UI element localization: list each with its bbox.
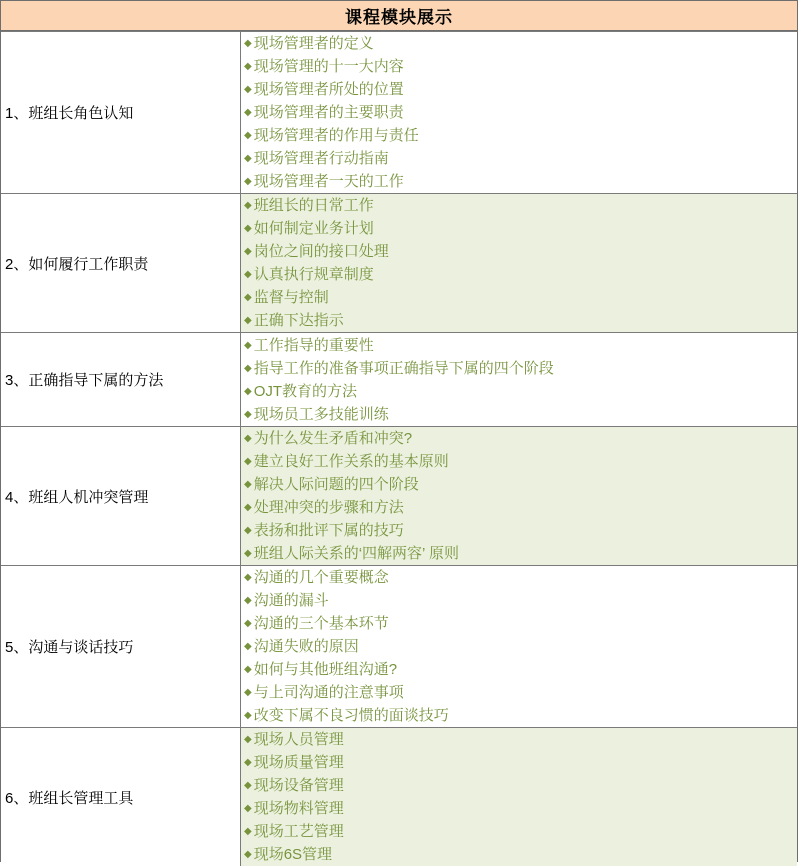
module-topic-item [244,728,797,751]
diamond-bullet-icon: ◆ [244,362,252,374]
module-topic-item [244,566,797,589]
topic-text: 为什么发生矛盾和冲突? [253,430,413,447]
topic-text: 现场管理者的作用与责任 [253,127,419,144]
module-row [1,332,797,426]
topics-list [244,32,797,193]
module-name-cell [1,566,241,727]
module-topic-item [244,704,797,727]
module-topic-item [244,170,797,193]
diamond-bullet-icon: ◆ [244,315,252,326]
diamond-bullet-icon: ◆ [244,780,252,791]
diamond-bullet-icon: ◆ [244,548,252,559]
diamond-bullet-icon: ◆ [244,757,252,768]
module-topic-item [244,55,797,78]
module-topic-item [244,309,797,332]
module-topic-item [244,797,797,820]
topic-text: 现场质量管理 [253,754,344,771]
diamond-bullet-icon: ◆ [244,664,252,675]
diamond-bullet-icon: ◆ [244,618,252,629]
topic-text: 现场员工多技能训练 [253,405,389,423]
diamond-bullet-icon: ◆ [244,595,252,606]
topic-text: 与上司沟通的注意事项 [253,684,404,701]
module-topic-item [244,843,797,866]
topic-text: 班组人际关系的‘四解两容’ 原则 [253,545,459,562]
topic-text: 如何与其他班组沟通? [253,661,398,678]
topic-text: 正确下达指示 [253,312,344,329]
module-topic-item [244,32,797,55]
module-name: 4、班组人机冲突管理 [5,488,149,506]
module-topic-item [244,240,797,263]
module-topic-item [244,473,797,496]
topics-list [244,566,797,727]
diamond-bullet-icon: ◆ [244,153,252,164]
diamond-bullet-icon: ◆ [244,130,252,141]
topics-list [244,194,797,332]
diamond-bullet-icon: ◆ [244,84,252,95]
module-topic-item [244,286,797,309]
topics-cell [241,566,797,727]
topic-text: 沟通的几个重要概念 [253,569,389,586]
topic-text: 监督与控制 [253,289,329,306]
diamond-bullet-icon: ◆ [244,826,252,837]
module-topic-item [244,496,797,519]
module-topic-item [244,147,797,170]
diamond-bullet-icon: ◆ [244,176,252,187]
topic-text: 沟通的三个基本环节 [253,615,389,632]
topic-text: 现场人员管理 [253,731,344,748]
diamond-bullet-icon: ◆ [244,292,252,303]
module-name: 2、如何履行工作职责 [5,255,149,273]
module-topic-item [244,450,797,473]
topic-text: 现场管理者所处的位置 [253,81,404,98]
module-row [1,426,797,565]
topics-list [244,427,797,565]
topic-text: 表扬和批评下属的技巧 [253,522,404,539]
module-topic-item [244,635,797,658]
diamond-bullet-icon: ◆ [244,572,252,583]
module-topic-item [244,101,797,124]
diamond-bullet-icon: ◆ [244,502,252,513]
module-topic-item [244,681,797,704]
module-row [1,31,797,193]
topic-text: 现场管理者行动指南 [253,150,389,167]
module-name-cell [1,427,241,565]
module-topic-item [244,542,797,565]
topics-list [244,728,797,866]
module-topic-item [244,78,797,101]
diamond-bullet-icon: ◆ [244,246,252,257]
module-topic-item [244,519,797,542]
module-topic-item [244,357,797,380]
module-topic-item [244,380,797,403]
topic-text: 解决人际问题的四个阶段 [253,476,419,493]
diamond-bullet-icon: ◆ [244,385,252,397]
diamond-bullet-icon: ◆ [244,479,252,490]
diamond-bullet-icon: ◆ [244,849,252,860]
module-topic-item [244,658,797,681]
diamond-bullet-icon: ◆ [244,200,252,211]
module-topic-item [244,403,797,426]
topic-text: 沟通失败的原因 [253,638,359,655]
diamond-bullet-icon: ◆ [244,107,252,118]
diamond-bullet-icon: ◆ [244,269,252,280]
topic-text: 改变下属不良习惯的面谈技巧 [253,707,449,724]
module-topic-item [244,774,797,797]
diamond-bullet-icon: ◆ [244,687,252,698]
page-title: 课程模块展示 [1,1,797,31]
topic-text: 现场管理的十一大内容 [253,58,404,75]
topic-text: 沟通的漏斗 [253,592,329,609]
diamond-bullet-icon: ◆ [244,456,252,467]
topic-text: 现场管理者的定义 [253,35,374,52]
topic-text: 指导工作的准备事项正确指导下属的四个阶段 [253,359,554,377]
module-topic-item [244,194,797,217]
module-name: 5、沟通与谈话技巧 [5,639,134,656]
diamond-bullet-icon: ◆ [244,433,252,444]
topics-cell [241,32,797,193]
module-name-cell [1,32,241,193]
module-topic-item [244,589,797,612]
module-name-cell [1,194,241,332]
module-name: 1、班组长角色认知 [5,105,134,122]
topic-text: 现场管理者的主要职责 [253,104,404,121]
module-topic-item [244,124,797,147]
topic-text: 建立良好工作关系的基本原则 [253,453,449,470]
topic-text: 工作指导的重要性 [253,336,374,354]
module-row [1,193,797,332]
diamond-bullet-icon: ◆ [244,803,252,814]
module-name: 3、正确指导下属的方法 [5,372,164,389]
topics-cell [241,728,797,866]
diamond-bullet-icon: ◆ [244,734,252,745]
topics-cell [241,333,797,426]
topics-cell [241,427,797,565]
topic-text: 现场管理者一天的工作 [253,173,404,190]
diamond-bullet-icon: ◆ [244,641,252,652]
module-topic-item [244,217,797,240]
module-name-cell [1,728,241,866]
module-topic-item [244,263,797,286]
topic-text: 班组长的日常工作 [253,197,374,214]
module-name: 6、班组长管理工具 [5,789,134,807]
topic-text: 现场工艺管理 [253,823,344,840]
diamond-bullet-icon: ◆ [244,223,252,234]
topics-cell [241,194,797,332]
module-topic-item [244,751,797,774]
module-topic-item [244,334,797,357]
module-row [1,727,797,866]
topic-text: 现场6S管理 [253,846,333,863]
module-topic-item [244,612,797,635]
topic-text: 现场设备管理 [253,777,344,794]
topic-text: 现场物料管理 [253,800,344,817]
topics-list [244,334,797,426]
topic-text: 认真执行规章制度 [253,266,374,283]
diamond-bullet-icon: ◆ [244,525,252,536]
module-row [1,565,797,727]
diamond-bullet-icon: ◆ [244,339,252,351]
topic-text: 如何制定业务计划 [253,220,374,237]
diamond-bullet-icon: ◆ [244,61,252,72]
module-topic-item [244,820,797,843]
module-topic-item [244,427,797,450]
diamond-bullet-icon: ◆ [244,710,252,721]
topic-text: 处理冲突的步骤和方法 [253,499,404,516]
topic-text: 岗位之间的接口处理 [253,243,389,260]
diamond-bullet-icon: ◆ [244,38,252,49]
diamond-bullet-icon: ◆ [244,408,252,420]
module-name-cell [1,333,241,426]
topic-text: OJT教育的方法 [253,382,358,400]
